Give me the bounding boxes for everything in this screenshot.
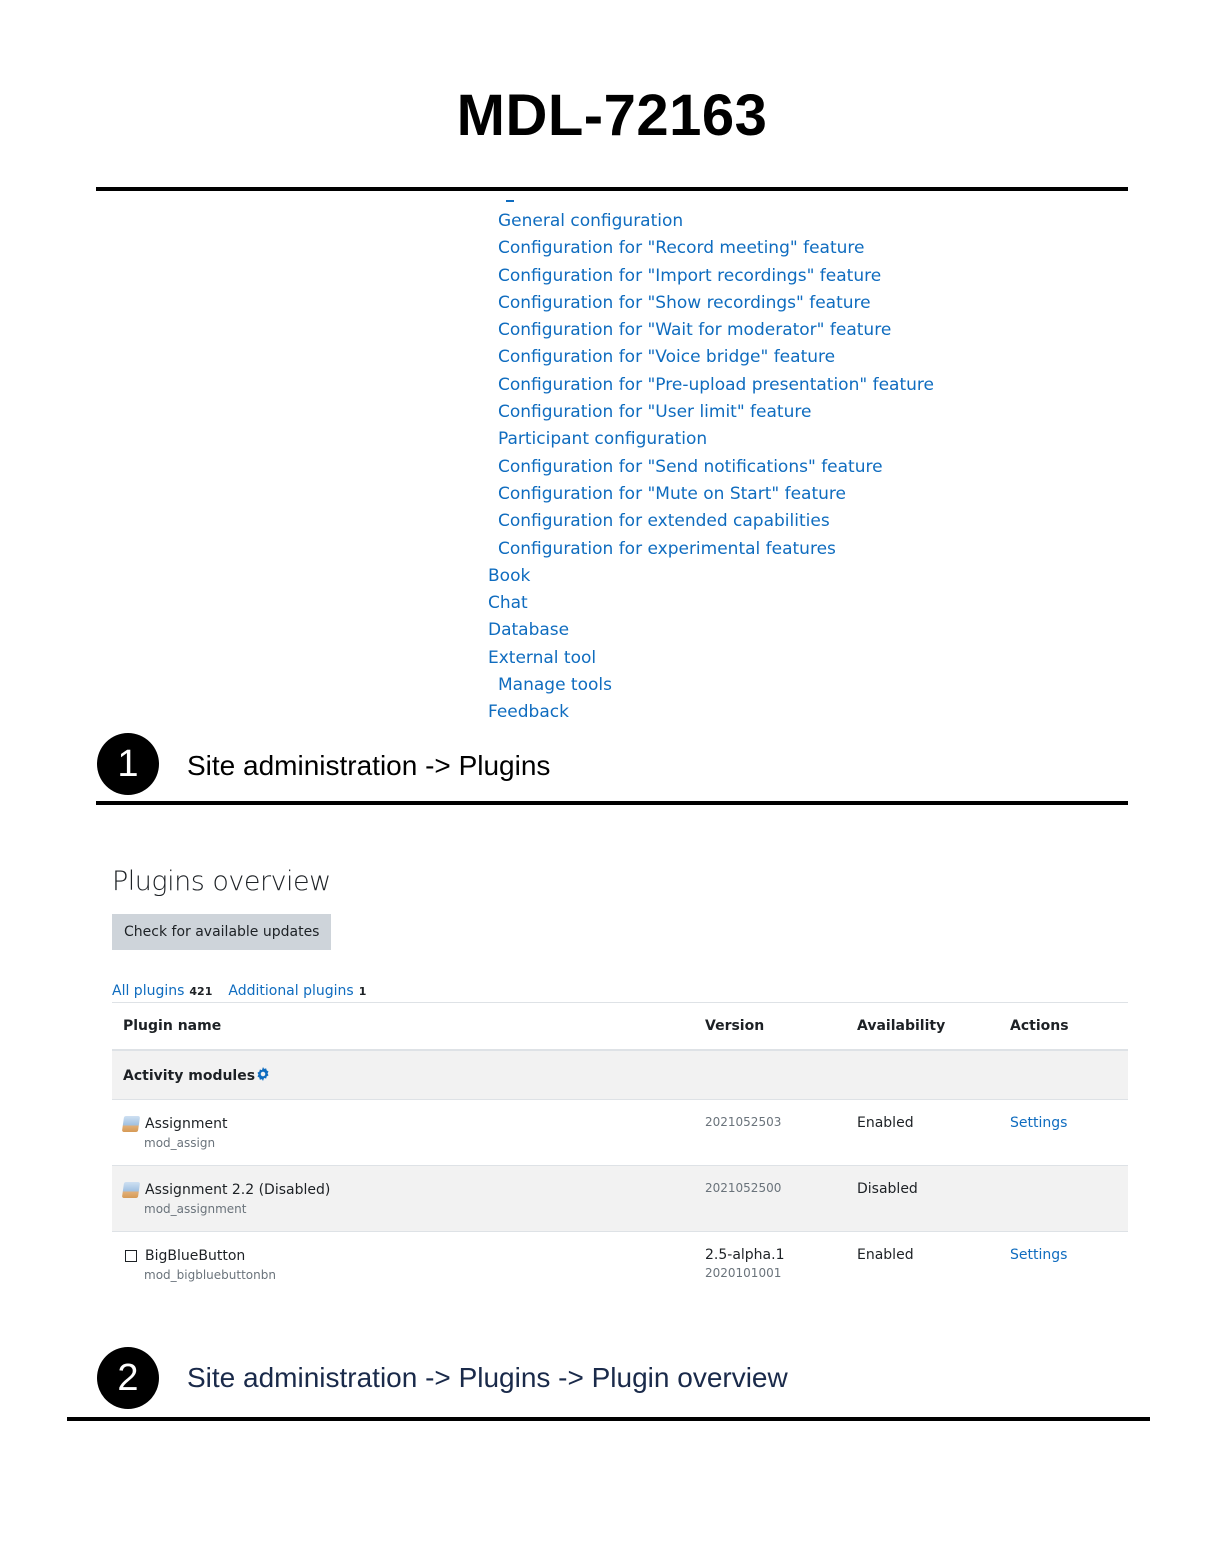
plugin-name-cell xyxy=(112,1232,694,1298)
divider xyxy=(96,187,1128,191)
filter-count-badge: 1 xyxy=(358,985,367,998)
plugins-table xyxy=(112,1002,1128,1298)
availability-cell: Enabled xyxy=(857,1247,914,1263)
tree-item-record-meeting[interactable]: Configuration for "Record meeting" feature xyxy=(498,238,865,259)
tree-item-experimental-features[interactable]: Configuration for experimental features xyxy=(498,538,836,559)
version-cell xyxy=(694,1232,846,1298)
document-title: MDL-72163 xyxy=(456,83,768,148)
tree-item-participant-configuration[interactable]: Participant configuration xyxy=(498,429,708,450)
availability-cell: Enabled xyxy=(846,1100,999,1166)
table-row xyxy=(112,1166,1128,1232)
tree-item-show-recordings[interactable]: Configuration for "Show recordings" feature xyxy=(498,292,871,313)
category-row xyxy=(112,1050,1128,1100)
availability-cell: Disabled xyxy=(846,1166,999,1232)
table-row xyxy=(112,1100,1128,1166)
plugins-overview-panel xyxy=(112,860,1128,1282)
plugin-component: mod_bigbluebuttonbn xyxy=(144,1268,276,1282)
tree-item-external-tool[interactable]: External tool xyxy=(488,647,597,668)
plugin-name: BigBlueButton xyxy=(145,1248,246,1264)
filter-additional-plugins[interactable]: Additional plugins xyxy=(228,983,354,999)
settings-link[interactable]: Settings xyxy=(1010,1115,1068,1131)
tree-item-chat[interactable]: Chat xyxy=(488,593,528,614)
column-header-actions: Actions xyxy=(999,1003,1128,1051)
table-row xyxy=(112,1232,1128,1298)
step-badge: 2 xyxy=(97,1347,159,1409)
check-updates-button[interactable]: Check for available updates xyxy=(112,914,331,950)
tree-item-mute-on-start[interactable]: Configuration for "Mute on Start" feature xyxy=(498,483,846,504)
plugin-version: 2021052503 xyxy=(705,1115,782,1129)
tree-item-import-recordings[interactable]: Configuration for "Import recordings" feature xyxy=(498,265,882,286)
tree-item-pre-upload-presentation[interactable]: Configuration for "Pre-upload presentation" feature xyxy=(498,374,934,395)
settings-link[interactable]: Settings xyxy=(1010,1247,1068,1263)
version-cell xyxy=(694,1166,846,1232)
step-badge: 1 xyxy=(97,733,159,795)
tree-item-book[interactable]: Book xyxy=(488,565,531,586)
tree-item-database[interactable]: Database xyxy=(488,620,570,641)
gear-icon[interactable] xyxy=(256,1067,270,1081)
actions-cell xyxy=(999,1232,1128,1298)
divider xyxy=(67,1417,1150,1421)
assignment-icon xyxy=(122,1116,140,1132)
category-label: Activity modules xyxy=(123,1067,256,1084)
plugin-name: Assignment 2.2 (Disabled) xyxy=(145,1182,331,1198)
plugin-name-cell xyxy=(112,1166,694,1232)
plugin-filters xyxy=(112,983,382,999)
plugin-release: 2.5-alpha.1 xyxy=(705,1247,785,1263)
plugin-version: 2020101001 xyxy=(705,1266,782,1280)
plugin-component: mod_assign xyxy=(144,1136,216,1150)
version-cell xyxy=(694,1100,846,1166)
clipped-tree-item xyxy=(506,200,514,202)
assignment-icon xyxy=(122,1182,140,1198)
plugin-version: 2021052500 xyxy=(705,1181,782,1195)
tree-item-extended-capabilities[interactable]: Configuration for extended capabilities xyxy=(498,511,830,532)
tree-item-feedback[interactable]: Feedback xyxy=(488,702,569,723)
plugin-component: mod_assignment xyxy=(144,1202,247,1216)
tree-item-manage-tools[interactable]: Manage tools xyxy=(498,675,612,696)
tree-item-general-configuration[interactable]: General configuration xyxy=(498,211,684,231)
actions-cell xyxy=(999,1100,1128,1166)
tree-item-voice-bridge[interactable]: Configuration for "Voice bridge" feature xyxy=(498,347,836,368)
category-cell xyxy=(112,1050,1128,1100)
column-header-version: Version xyxy=(694,1003,846,1051)
page-title: Plugins overview xyxy=(112,866,331,897)
tree-item-send-notifications[interactable]: Configuration for "Send notifications" feature xyxy=(498,456,883,477)
actions-cell xyxy=(999,1166,1128,1232)
filter-count-badge: 421 xyxy=(189,985,213,998)
plugin-name: Assignment xyxy=(145,1116,228,1132)
filter-all-plugins[interactable]: All plugins xyxy=(112,983,185,999)
table-header-row xyxy=(112,1003,1128,1051)
square-icon xyxy=(125,1250,137,1262)
divider xyxy=(96,801,1128,805)
tree-item-wait-for-moderator[interactable]: Configuration for "Wait for moderator" feature xyxy=(498,320,892,341)
step-caption: Site administration -> Plugins -> Plugin overview xyxy=(187,1362,788,1393)
tree-item-user-limit[interactable]: Configuration for "User limit" feature xyxy=(498,402,812,423)
column-header-availability: Availability xyxy=(846,1003,999,1051)
plugin-name-cell xyxy=(112,1100,694,1166)
column-header-plugin-name: Plugin name xyxy=(112,1003,694,1051)
settings-tree xyxy=(487,208,1087,727)
step-caption: Site administration -> Plugins xyxy=(187,750,551,781)
